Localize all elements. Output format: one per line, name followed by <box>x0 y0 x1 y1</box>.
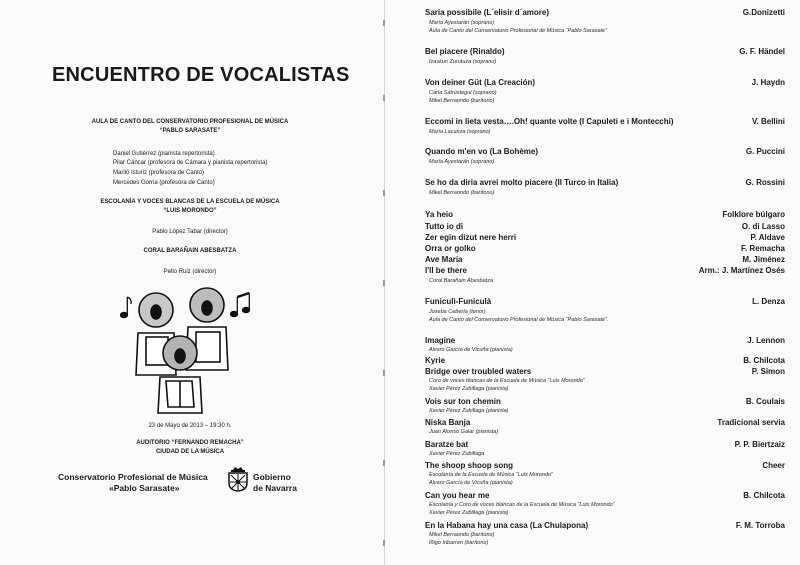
piece-title: En la Habana hay una casa (La Chulapona) <box>425 521 589 530</box>
staff-item: Mercedes Gorria (profesora de Canto) <box>113 180 215 186</box>
performer: Alvaro García de Vicuña (pianista) <box>429 480 513 486</box>
piece-title: The shoop shoop song <box>425 461 513 470</box>
piece-composer: P. Aldave <box>750 233 785 242</box>
performer: Coral Barañain Abesbatza <box>429 278 494 284</box>
piece-title: Tutto io di <box>425 222 464 231</box>
performer: Mikel Berraondo (barítono) <box>429 532 495 538</box>
performer: Xavier Pérez Zubillaga (pianista) <box>429 408 509 414</box>
piece-composer: L. Denza <box>752 297 785 306</box>
escolania-heading: ESCOLANÍA Y VOCES BLANCAS DE LA ESCUELA DE MÚSICA <box>100 199 280 205</box>
performer: Escolanía y Coro de voces blancas de la Escuela de Música “Luis Morondo” <box>429 502 615 508</box>
performer: Xavier Pérez Zubillaga (pianista) <box>429 386 509 392</box>
conservatorio-name: Conservatorio Profesional de Música <box>58 472 208 482</box>
piece-composer: Arm.: J. Martínez Osés <box>698 266 785 275</box>
performer: María Ayestarán (soprano) <box>429 159 495 165</box>
performer: Aula de Canto del Conservatorio Profesional de Música “Pablo Sarasate” <box>429 28 607 34</box>
navarra-crest-icon <box>227 466 249 492</box>
coral-director: Pello Ruiz (director) <box>163 269 217 275</box>
staff-item: Pilar Cáncar (profesora de Cámara y pianista repertorista) <box>113 160 268 166</box>
aula-name: “PABLO SARASATE” <box>159 128 221 134</box>
piece-composer: B. Chilcota <box>743 356 785 365</box>
page-title: ENCUENTRO DE VOCALISTAS <box>52 64 350 86</box>
piece-title: Imagine <box>425 336 456 345</box>
coral-name: CORAL BARAÑAIN ABESBATZA <box>143 248 237 254</box>
piece-composer: M. Jiménez <box>742 255 785 264</box>
gobierno-subname: de Navarra <box>253 483 297 493</box>
piece-composer: G. Puccini <box>745 147 785 156</box>
venue-city: CIUDAD DE LA MÚSICA <box>155 449 225 455</box>
piece-composer: F. Remacha <box>740 244 785 253</box>
performer: Aula de Canto del Conservatorio Profesional de Música “Pablo Sarasate”. <box>429 317 609 323</box>
performer: Xavier Pérez Zubillaga <box>429 451 485 457</box>
performer: Coro de voces blancas de la Escuela de Música “Luis Morondo” <box>429 378 585 384</box>
performer: Carla Satrústegui (soprano) <box>429 90 497 96</box>
piece-title: Baratze bat <box>425 440 469 449</box>
conservatorio-subname: «Pablo Sarasate» <box>109 483 180 493</box>
piece-composer: G.Donizetti <box>742 8 785 17</box>
escolania-name: “LUIS MORONDO” <box>163 208 217 214</box>
piece-title: Quando m'en vo (La Bohème) <box>425 147 539 156</box>
piece-title: Niska Banja <box>425 418 471 427</box>
piece-title: Eccomi in lieta vesta….Oh! quante volte (I Capuleti e i Montecchi) <box>425 117 674 126</box>
performer: María Lacunza (soprano) <box>429 129 491 135</box>
piece-title: Funiculì-Funiculà <box>425 297 492 306</box>
escolania-director: Pablo López Tabar (director) <box>152 229 228 235</box>
piece-composer: B. Coulais <box>745 397 785 406</box>
performer: Joseba Cebería (tenor) <box>429 309 486 315</box>
performer: Mikel Berraondo (barítono) <box>429 190 495 196</box>
performer: Escolanía de la Escuela de Música “Luis Morondo” <box>429 472 553 478</box>
piece-title: Orra or golko <box>425 244 476 253</box>
piece-title: Zer egin dizut nere herri <box>425 233 517 242</box>
performer: Mikel Berraondo (barítono) <box>429 98 495 104</box>
piece-composer: J. Lennon <box>747 336 785 345</box>
piece-title: Se ho da diria avrei molto piacere (Il Turco in Italia) <box>425 178 619 187</box>
piece-composer: V. Bellini <box>751 117 785 126</box>
piece-title: Vois sur ton chemin <box>425 397 501 406</box>
piece-composer: Tradicional servia <box>717 418 785 427</box>
piece-composer: G. F. Händel <box>739 47 785 56</box>
piece-title: Bel piacere (Rinaldo) <box>425 47 505 56</box>
performer: María Ayestarán (soprano) <box>429 20 495 26</box>
performer: Izaskun Zurutuza (soprano) <box>429 59 497 65</box>
piece-title: Ya heio <box>425 210 454 219</box>
piece-title: Can you hear me <box>425 491 490 500</box>
piece-composer: P. Simon <box>751 367 785 376</box>
piece-composer: B. Chilcota <box>743 491 785 500</box>
piece-title: Kyrie <box>425 356 446 365</box>
piece-title: Von deiner Güt (La Creación) <box>425 78 536 87</box>
piece-title: I'll be there <box>425 266 467 275</box>
choir-singers-illustration <box>108 275 258 415</box>
staff-item: Daniel Gutiérrez (pianista repertorista) <box>113 151 215 157</box>
piece-title: Saria possibile (L´elisir d´amore) <box>425 8 550 17</box>
staff-item: Mariló Isturiz (profesora de Canto) <box>113 170 205 176</box>
venue-name: AUDITORIO “FERNANDO REMACHA” <box>136 440 244 446</box>
piece-title: Ave María <box>425 255 463 264</box>
cover-panel <box>0 0 384 565</box>
piece-composer: G. Rossini <box>745 178 785 187</box>
piece-composer: Cheer <box>762 461 785 470</box>
piece-composer: P. P. Biertzaiz <box>734 440 785 449</box>
piece-composer: Folklore búlgaro <box>722 210 785 219</box>
performer: Xavier Pérez Zubillaga (pianista) <box>429 510 509 516</box>
piece-composer: O. di Lasso <box>741 222 785 231</box>
aula-heading: AULA DE CANTO DEL CONSERVATORIO PROFESIONAL DE MÚSICA <box>91 119 289 125</box>
performer: Íñigo Iribarren (barítono) <box>429 540 489 546</box>
event-date: 23 de Mayo de 2013 – 19:30 h. <box>148 423 232 429</box>
performer: Juan Alonso Galar (pianista) <box>429 429 499 435</box>
piece-composer: J. Haydn <box>751 78 785 87</box>
piece-title: Bridge over troubled waters <box>425 367 532 376</box>
performer: Alvaro García de Vicuña (pianista) <box>429 347 513 353</box>
piece-composer: F. M. Torroba <box>735 521 785 530</box>
gobierno-name: Gobierno <box>253 472 291 482</box>
